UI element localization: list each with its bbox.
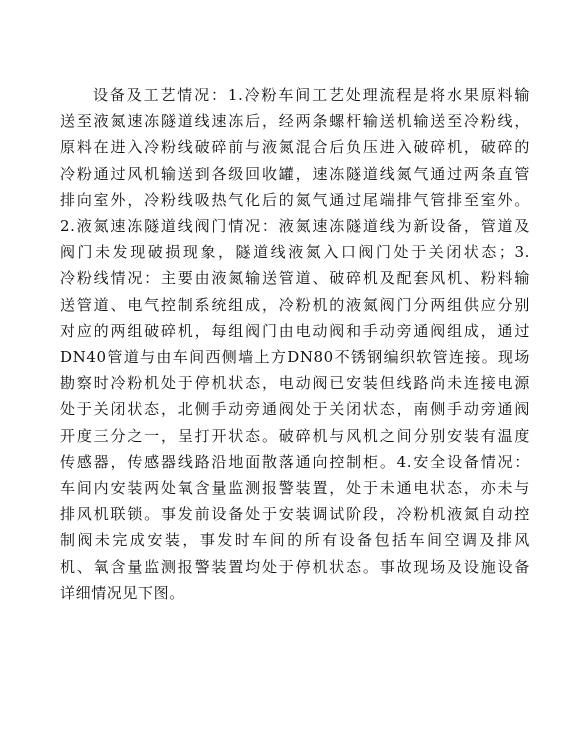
body-paragraph — [60, 82, 530, 606]
text-line: 送管道、电气控制系统组成，冷粉机的液氮阀门分两组供应分别 — [60, 295, 530, 314]
text-line: 阀门未发现破损现象，隧道线液氮入口阀门处于关闭状态；3. — [60, 243, 530, 262]
text-line: 详细情况见下图。 — [60, 583, 185, 602]
text-line: 制阀未完成安装，事发时车间的所有设备包括车间空调及排风 — [60, 531, 530, 550]
text-line: 机、氧含量监测报警装置均处于停机状态。事故现场及设施设备 — [60, 557, 530, 576]
text-line: 排风机联锁。事发前设备处于安装调试阶段，冷粉机液氮自动控 — [60, 505, 530, 524]
text-line: 冷粉线情况：主要由液氮输送管道、破碎机及配套风机、粉料输 — [60, 269, 530, 288]
text-line: 原料在进入冷粉线破碎前与液氮混合后负压进入破碎机，破碎的 — [60, 138, 530, 157]
text-line: 设备及工艺情况：1.冷粉车间工艺处理流程是将水果原料输 — [93, 86, 530, 104]
text-line: 冷粉通过风机输送到各级回收罐，速冻隧道线氮气通过两条直管 — [60, 164, 530, 183]
text-line: 送至液氮速冻隧道线速冻后，经两条螺杆输送机输送至冷粉线， — [60, 112, 530, 131]
text-line: 开度三分之一，呈打开状态。破碎机与风机之间分别安装有温度 — [60, 426, 530, 445]
text-line: 车间内安装两处氧含量监测报警装置，处于未通电状态，亦未与 — [60, 479, 530, 498]
text-line: 2.液氮速冻隧道线阀门情况：液氮速冻隧道线为新设备，管道及 — [60, 217, 530, 236]
text-line: 排向室外，冷粉线吸热气化后的氮气通过尾端排气管排至室外。 — [60, 190, 530, 209]
text-line: 处于关闭状态，北侧手动旁通阀处于关闭状态，南侧手动旁通阀 — [60, 400, 530, 419]
text-line: 勘察时冷粉机处于停机状态，电动阀已安装但线路尚未连接电源 — [60, 374, 530, 393]
text-line: 对应的两组破碎机，每组阀门由电动阀和手动旁通阀组成，通过 — [60, 321, 530, 340]
text-line: 传感器，传感器线路沿地面散落通向控制柜。4.安全设备情况： — [60, 452, 530, 471]
text-line: DN40管道与由车间西侧墙上方DN80不锈钢编织软管连接。现场 — [60, 348, 530, 367]
